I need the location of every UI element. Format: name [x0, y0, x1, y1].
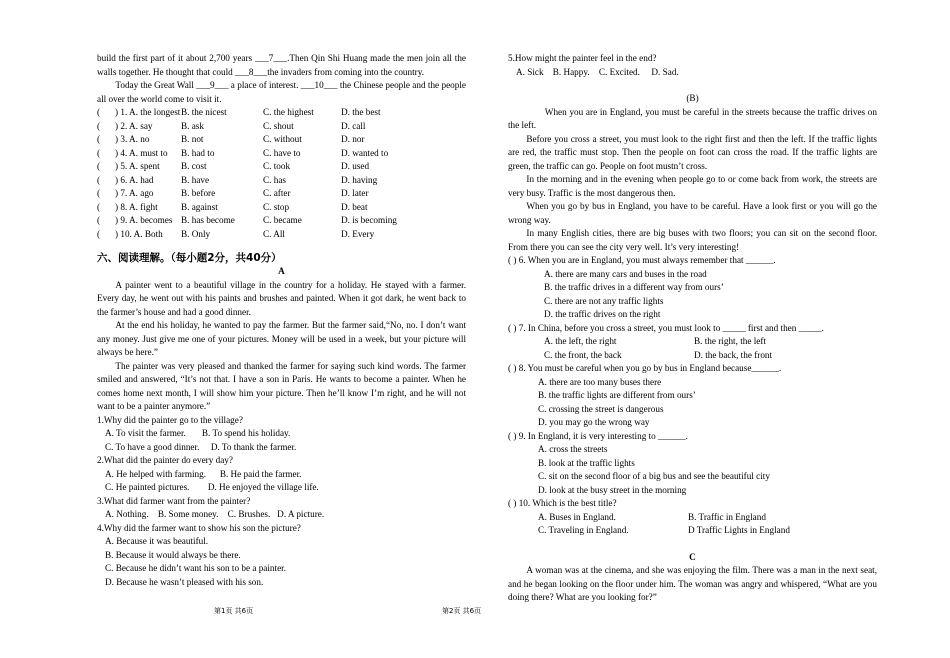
question [97, 522, 466, 590]
question-text: ( ) 7. In China, before you cross a street, you must look to _____ first and then _____. [508, 322, 824, 333]
cloze-option-c: C. without [263, 134, 302, 144]
cloze-option-b: B. cost [181, 161, 207, 171]
cloze-option-b: B. the nicest [181, 107, 227, 117]
question-text: ( ) 10. Which is the best title? [508, 498, 617, 508]
cloze-option-a: ) 2. A. say [115, 120, 153, 131]
cloze-option-b: B. had to [181, 147, 215, 158]
question-option: B. the traffic lights are different from ours’ [538, 390, 696, 400]
cloze-option-row [97, 147, 466, 161]
cloze-option-row [97, 106, 466, 120]
passage-b-label: (B) [686, 93, 699, 103]
cloze-option-row [97, 120, 466, 134]
question-option: A. cross the streets [538, 444, 608, 454]
question-options: A. He helped with farming. B. He paid the farmer. [105, 468, 302, 479]
right-column [508, 52, 877, 605]
passage-c-label: C [689, 551, 696, 562]
question-option: B. look at the traffic lights [538, 457, 635, 468]
cloze-paren: ( [97, 215, 101, 225]
passage-paragraph: At the end his holiday, he wanted to pay the farmer. But the farmer said,“No, no. I don’t want any money. Just give me one of your pictures. Money will be used in a week, but your picture will always be here.” [97, 320, 466, 357]
cloze-option-b: B. Only [181, 228, 211, 239]
section-title: 六、阅读理解。（每小题2分，共40分） [97, 252, 282, 264]
question-text: ( ) 9. In England, it is very interesting to ______. [508, 430, 688, 441]
passage-paragraph: Before you cross a street, you must look to the right first and then the left. If the traffic lights are red, the traffic must stop. Then the people on foot can cross the road. If the traffic lights are green, the traffic can go. People on foot mustn’t cross. [508, 133, 877, 171]
cloze-option-c: C. All [263, 228, 285, 239]
question-options: A. To visit the farmer. B. To spend his holiday. [105, 428, 291, 438]
passage-paragraph: A painter went to a beautiful village in the country for a holiday. He stayed with a farmer. Every day, he went out with his paints and brushes and painted. When it got dark, he went back to the farmer’s house and had a good dinner. [97, 279, 466, 317]
question-option: D. the back, the front [694, 349, 773, 360]
cloze-option-d: D. wanted to [341, 147, 389, 158]
passage-a-label: A [278, 266, 285, 276]
cloze-paren: ( [97, 201, 101, 212]
cloze-option-c: C. became [263, 215, 302, 225]
passage-paragraph: The painter was very pleased and thanked the farmer for saying such kind words. The farmer smiled and answered, “It’s not that. I have a son in Paris. He wants to become a painter. When he comes home next month, I will show him your picture. Then he’ll know I’m right, and he will not want to be a painter anymore.” [97, 360, 466, 411]
question-option: C. there are not any traffic lights [544, 295, 664, 306]
question-option: D. Because he wasn’t pleased with his son. [105, 576, 264, 587]
question-text: 2.What did the painter do every day? [97, 455, 233, 465]
cloze-paren: ( [97, 147, 101, 158]
cloze-option-a: ) 5. A. spent [115, 161, 160, 171]
cloze-option-a: ) 1. A. the longest [115, 107, 181, 117]
question [97, 454, 466, 495]
cloze-paren: ( [97, 134, 101, 144]
cloze-paragraph: build the first part of it about 2,700 years ___7___.Then Qin Shi Huang made the men join all the walls together. He thought that could ___8___the invaders from coming into the country. [97, 53, 466, 77]
cloze-option-c: C. the highest [263, 107, 314, 117]
question-option: C. the front, the back [544, 349, 622, 360]
question-options: C. He painted pictures. D. He enjoyed the village life. [105, 482, 319, 492]
cloze-option-b: B. have [181, 174, 210, 185]
cloze-option-d: D. beat [341, 201, 368, 212]
cloze-option-c: C. has [263, 174, 286, 185]
cloze-option-d: D. having [341, 174, 378, 185]
question-option: C. Traveling in England. [538, 525, 629, 535]
question-option: B. the right, the left [694, 336, 766, 346]
cloze-option-c: C. stop [263, 201, 290, 212]
cloze-paren: ( [97, 107, 101, 117]
question-options-row [508, 349, 877, 363]
question-options: A. Sick B. Happy. C. Excited. D. Sad. [516, 66, 679, 77]
question-option: C. Because he didn’t want his son to be a painter. [105, 563, 286, 573]
question-option: A. Because it was beautiful. [105, 536, 209, 546]
passage-paragraph: In the morning and in the evening when people go to or come back from work, the streets are very busy. Traffic is the most dangerous then. [508, 174, 877, 198]
cloze-option-b: B. ask [181, 120, 204, 131]
question-text: ( ) 8. You must be careful when you go by bus in England because______. [508, 363, 782, 373]
cloze-option-row [97, 133, 466, 147]
cloze-option-c: C. after [263, 188, 291, 198]
question-text: 3.What did farmer want from the painter? [97, 495, 251, 506]
question-option: A. the left, the right [544, 336, 617, 346]
question-option: D Traffic Lights in England [688, 525, 790, 535]
cloze-option-d: D. used [341, 161, 370, 171]
page-number-right: 第2页 共6页 [442, 607, 482, 615]
cloze-option-a: ) 10. A. Both [115, 228, 163, 239]
cloze-paren: ( [97, 174, 101, 185]
question-option: D. look at the busy street in the morning [538, 484, 687, 495]
question-option: C. sit on the second floor of a big bus and see the beautiful city [538, 471, 770, 481]
cloze-option-c: C. took [263, 161, 291, 171]
question-options: A. Nothing. B. Some money. C. Brushes. D. A picture. [105, 509, 325, 519]
question-option: A. there are too many buses there [538, 376, 662, 387]
cloze-option-b: B. has become [181, 215, 235, 225]
left-column [97, 52, 466, 589]
cloze-paren: ( [97, 188, 101, 198]
question [97, 495, 466, 522]
cloze-option-b: B. not [181, 134, 204, 144]
cloze-option-b: B. against [181, 201, 218, 212]
passage-paragraph: In many English cities, there are big buses with two floors; you can sit on the second floor. From there you can see the city very well. It’s very interesting! [508, 228, 877, 252]
question-options-row [508, 524, 877, 538]
cloze-option-c: C. shout [263, 120, 294, 131]
cloze-option-d: D. call [341, 120, 366, 131]
cloze-option-a: ) 6. A. had [115, 174, 154, 185]
question-option: B. the traffic drives in a different way from ours’ [544, 282, 724, 292]
cloze-option-a: ) 4. A. must to [115, 147, 168, 158]
question-options-row [508, 335, 877, 349]
cloze-option-d: D. later [341, 188, 369, 198]
page-number-left: 第1页 共6页 [214, 607, 254, 615]
question-option: C. crossing the street is dangerous [538, 403, 664, 414]
question-option: B. Because it would always be there. [105, 549, 241, 560]
cloze-option-d: D. Every [341, 228, 375, 239]
cloze-option-c: C. have to [263, 147, 301, 158]
cloze-option-d: D. nor [341, 134, 365, 144]
cloze-option-row [97, 214, 466, 228]
question-text: 4.Why did the farmer want to show his son the picture? [97, 522, 301, 533]
cloze-paragraph: Today the Great Wall ___9___ a place of interest. ___10___ the Chinese people and the people all over the world come to visit it. [97, 80, 466, 104]
cloze-options-list [97, 106, 466, 241]
cloze-option-d: D. the best [341, 107, 381, 117]
question-option: A. there are many cars and buses in the road [544, 268, 707, 279]
question-option: D. the traffic drives on the right [544, 309, 661, 319]
question-options: C. To have a good dinner. D. To thank the farmer. [105, 441, 297, 452]
cloze-option-row [97, 201, 466, 215]
cloze-option-b: B. before [181, 188, 216, 198]
passage-paragraph: When you are in England, you must be careful in the streets because the traffic drives on the left. [508, 106, 877, 130]
cloze-paren: ( [97, 120, 101, 131]
cloze-paren: ( [97, 161, 101, 171]
cloze-option-row [97, 228, 466, 242]
question-text: 5.How might the painter feel in the end? [508, 53, 657, 63]
question-text: 1.Why did the painter go to the village? [97, 414, 243, 425]
question-option: A. Buses in England. [538, 511, 616, 522]
passage-paragraph: A woman was at the cinema, and she was enjoying the film. There was a man in the next seat, and he began looking on the floor under him. The woman was angry and whispered, “What are you doing there? What are you looking for?” [508, 565, 877, 602]
passage-paragraph: When you go by bus in England, you have to be careful. Have a look first or you will go the wrong way. [508, 201, 877, 225]
cloze-option-a: ) 7. A. ago [115, 188, 154, 198]
cloze-option-a: ) 9. A. becomes [115, 215, 173, 225]
question-option: D. you may go the wrong way [538, 417, 650, 427]
question-text: ( ) 6. When you are in England, you must always remember that ______. [508, 255, 776, 265]
cloze-option-a: ) 8. A. fight [115, 201, 158, 212]
cloze-option-row [97, 187, 466, 201]
cloze-option-d: D. is becoming [341, 215, 397, 225]
cloze-option-row [97, 160, 466, 174]
question [97, 414, 466, 455]
question-option: B. Traffic in England [688, 511, 766, 522]
cloze-option-a: ) 3. A. no [115, 134, 150, 144]
cloze-paren: ( [97, 228, 101, 239]
cloze-option-row [97, 174, 466, 188]
question-options-row [508, 511, 877, 525]
